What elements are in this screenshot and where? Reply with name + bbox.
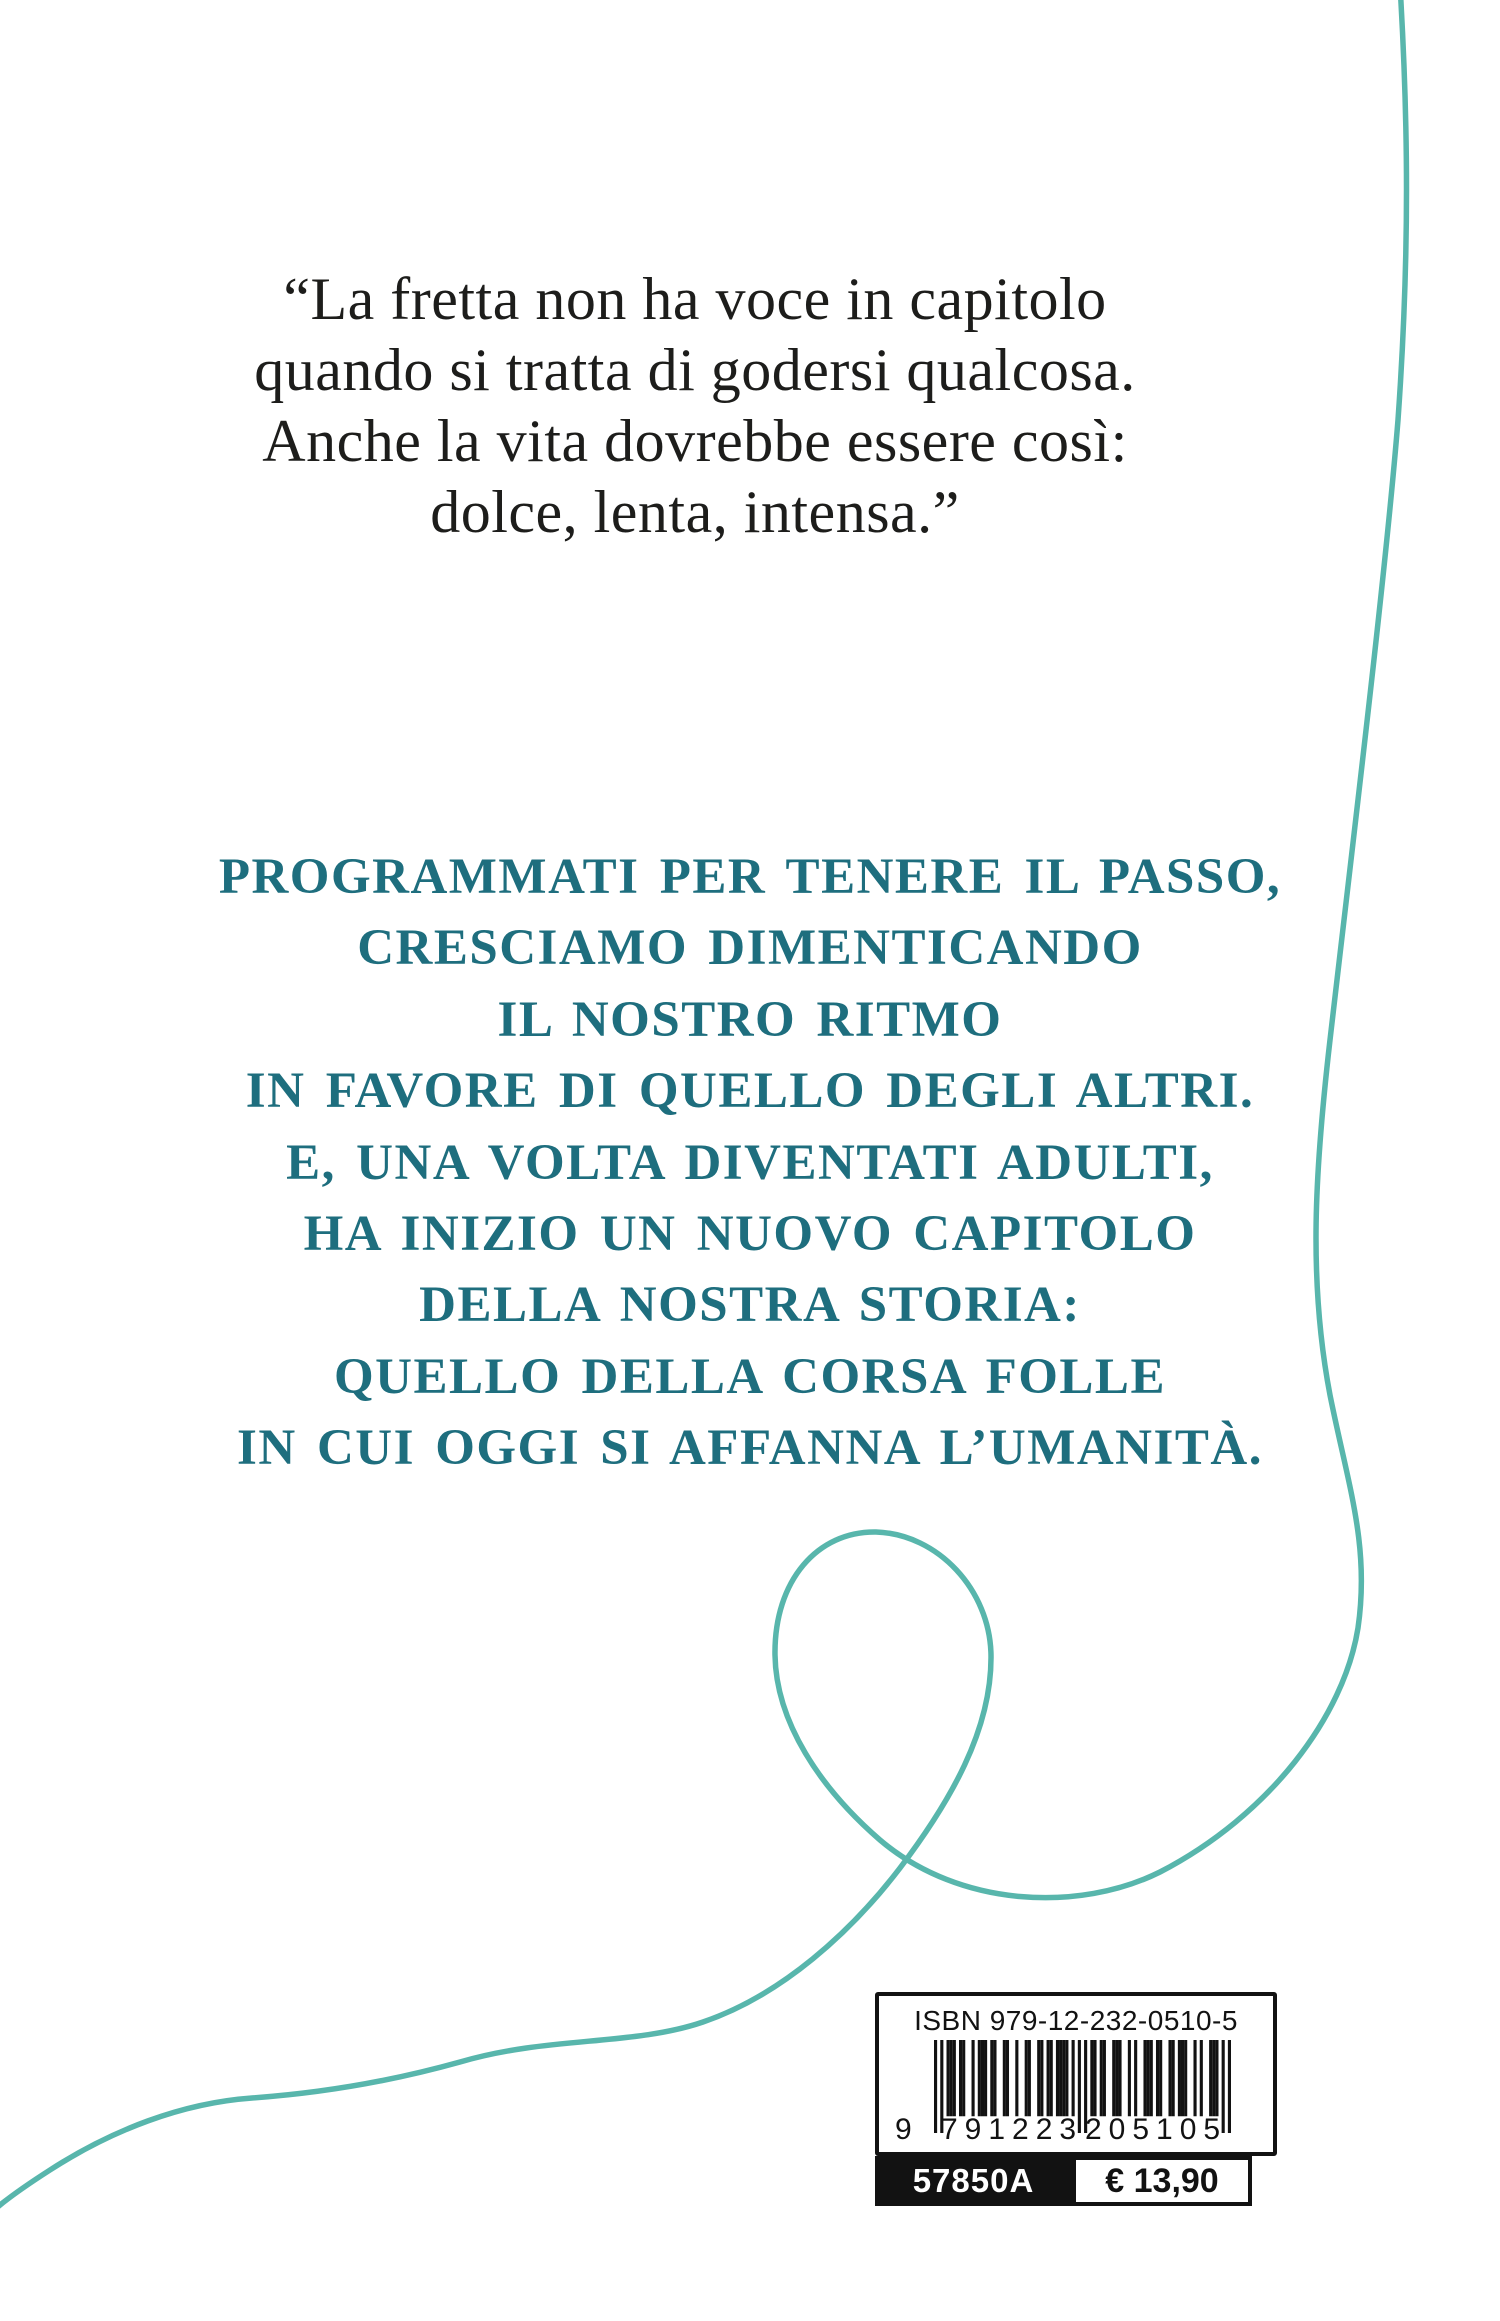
barcode-block — [875, 1992, 1278, 2207]
blurb-line: IN FAVORE DI QUELLO DEGLI ALTRI. — [245, 1063, 1255, 1120]
quote-line: quando si tratta di godersi qualcosa. — [254, 337, 1136, 403]
price-tag: € 13,90 — [1072, 2156, 1252, 2206]
blurb-line: CRESCIAMO DIMENTICANDO — [357, 920, 1143, 977]
quote-block — [0, 264, 1390, 548]
blurb-line: E, UNA VOLTA DIVENTATI ADULTI, — [286, 1134, 1214, 1191]
blurb-line: HA INIZIO UN NUOVO CAPITOLO — [303, 1206, 1197, 1263]
blurb-line: PROGRAMMATI PER TENERE IL PASSO, — [218, 849, 1282, 905]
isbn-label: ISBN 979-12-232-0510-5 — [914, 2005, 1238, 2036]
quote-line: Anche la vita dovrebbe essere così: — [262, 408, 1128, 474]
blurb-line: IN CUI OGGI SI AFFANNA L’UMANITÀ. — [237, 1420, 1263, 1477]
barcode-digit-group-left: 791223 — [941, 2113, 1084, 2146]
blurb-block — [0, 842, 1500, 1485]
barcode-box — [875, 1992, 1277, 2156]
quote-line: “La fretta non ha voce in capitolo — [283, 266, 1107, 332]
quote-line: dolce, lenta, intensa.” — [430, 479, 960, 545]
blurb-line: IL NOSTRO RITMO — [497, 991, 1003, 1048]
barcode-digit-group-right: 205105 — [1085, 2113, 1228, 2146]
edition-code-badge: 57850A — [875, 2156, 1072, 2206]
blurb-line: QUELLO DELLA CORSA FOLLE — [334, 1348, 1166, 1405]
blurb-line: DELLA NOSTRA STORIA: — [419, 1277, 1081, 1334]
barcode-digit-first: 9 — [895, 2113, 912, 2146]
